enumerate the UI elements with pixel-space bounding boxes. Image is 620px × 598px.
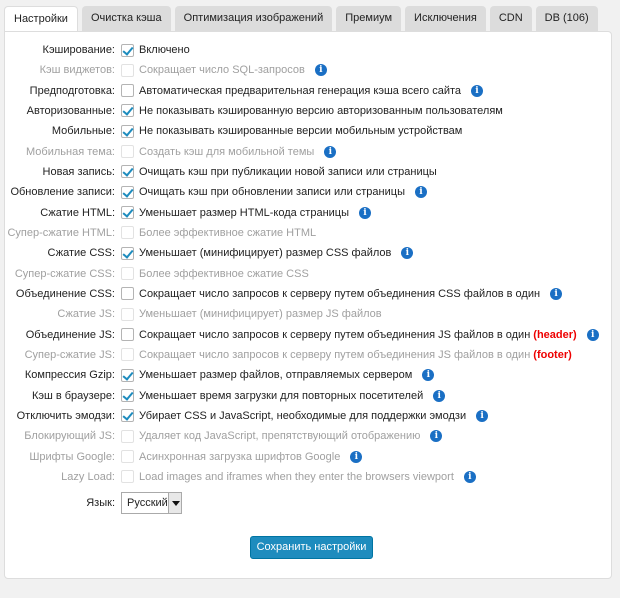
tab-bar <box>4 6 598 32</box>
tab-6[interactable]: DB (106) <box>536 6 598 31</box>
setting-checkbox[interactable] <box>121 430 134 443</box>
setting-description: Сокращает число запросов к серверу путем объединения JS файлов в один <box>139 348 531 361</box>
setting-description: Сокращает число SQL-запросов <box>139 64 305 77</box>
info-icon[interactable]: i <box>587 329 599 341</box>
info-icon[interactable]: i <box>359 207 371 219</box>
setting-note: (header) <box>533 328 577 341</box>
setting-checkbox[interactable] <box>121 165 134 178</box>
setting-label: Мобильная тема: <box>26 145 115 158</box>
setting-row <box>5 346 572 364</box>
info-icon[interactable]: i <box>324 146 336 158</box>
setting-description: Автоматическая предварительная генерация кэша всего сайта <box>139 84 462 97</box>
language-select[interactable] <box>121 492 182 514</box>
info-icon[interactable]: i <box>350 451 362 463</box>
setting-row <box>5 407 488 425</box>
setting-row <box>5 102 503 120</box>
setting-note: (footer) <box>533 348 572 361</box>
setting-description: Уменьшает размер файлов, отправляемых сервером <box>139 369 413 382</box>
setting-checkbox[interactable] <box>121 287 134 300</box>
setting-label: Сжатие HTML: <box>40 206 115 219</box>
language-value: Русский <box>127 497 168 509</box>
setting-description: Очищать кэш при обновлении записи или страницы <box>139 186 405 199</box>
setting-row <box>5 366 434 384</box>
setting-label: Сжатие JS: <box>57 308 115 321</box>
setting-row <box>5 326 599 344</box>
setting-description: Более эффективное сжатие CSS <box>139 267 309 280</box>
setting-row <box>5 163 437 181</box>
setting-checkbox[interactable] <box>121 450 134 463</box>
setting-label: Объединение CSS: <box>15 287 115 300</box>
setting-row <box>5 143 336 161</box>
setting-description: Включено <box>139 44 190 56</box>
info-icon[interactable]: i <box>550 288 562 300</box>
setting-checkbox[interactable] <box>121 369 134 382</box>
info-icon[interactable]: i <box>471 85 483 97</box>
setting-description: Уменьшает (минифицирует) размер JS файлов <box>139 308 382 321</box>
setting-row <box>5 265 309 283</box>
setting-label: Шрифты Google: <box>29 450 115 463</box>
setting-label: Мобильные: <box>51 125 115 138</box>
setting-checkbox[interactable] <box>121 44 134 57</box>
setting-checkbox[interactable] <box>121 226 134 239</box>
setting-checkbox[interactable] <box>121 84 134 97</box>
setting-description: Создать кэш для мобильной темы <box>139 145 315 158</box>
setting-row <box>5 122 462 140</box>
info-icon[interactable]: i <box>476 410 488 422</box>
setting-checkbox[interactable] <box>121 328 134 341</box>
tab-1[interactable]: Очистка кэша <box>82 6 171 31</box>
setting-description: Более эффективное сжатие HTML <box>139 226 317 239</box>
setting-row <box>5 427 442 445</box>
setting-checkbox[interactable] <box>121 64 134 77</box>
setting-label: Супер-сжатие HTML: <box>7 226 115 239</box>
setting-description: Асинхронная загрузка шрифтов Google <box>139 450 341 463</box>
tab-2[interactable]: Оптимизация изображений <box>175 6 333 31</box>
setting-row <box>5 183 427 201</box>
tab-3[interactable]: Премиум <box>336 6 401 31</box>
setting-checkbox[interactable] <box>121 267 134 280</box>
setting-description: Уменьшает время загрузки для повторных посетителей <box>139 389 424 402</box>
setting-label: Обновление записи: <box>10 186 115 199</box>
setting-checkbox[interactable] <box>121 409 134 422</box>
setting-row <box>5 285 562 303</box>
info-icon[interactable]: i <box>315 64 327 76</box>
setting-label: Супер-сжатие CSS: <box>14 267 115 280</box>
setting-description: Не показывать кэшированные версии мобильным устройствам <box>139 125 463 138</box>
setting-checkbox[interactable] <box>121 104 134 117</box>
setting-checkbox[interactable] <box>121 145 134 158</box>
setting-label: Предподготовка: <box>29 84 115 97</box>
setting-checkbox[interactable] <box>121 308 134 321</box>
setting-label: Объединение JS: <box>25 328 115 341</box>
setting-row <box>5 448 362 466</box>
info-icon[interactable]: i <box>422 369 434 381</box>
setting-description: Не показывать кэшированную версию авторизованным пользователям <box>139 104 503 117</box>
setting-checkbox[interactable] <box>121 389 134 402</box>
setting-row <box>5 244 413 262</box>
setting-label: Кэш виджетов: <box>39 64 115 77</box>
setting-row <box>5 305 382 323</box>
setting-label: Супер-сжатие JS: <box>24 348 115 361</box>
setting-description: Очищать кэш при публикации новой записи или страницы <box>139 165 437 178</box>
language-row <box>5 494 182 512</box>
setting-row <box>5 224 316 242</box>
save-settings-button[interactable]: Сохранить настройки <box>250 536 373 559</box>
setting-checkbox[interactable] <box>121 470 134 483</box>
info-icon[interactable]: i <box>430 430 442 442</box>
setting-checkbox[interactable] <box>121 125 134 138</box>
setting-label: Блокирующий JS: <box>24 430 115 443</box>
info-icon[interactable]: i <box>433 390 445 402</box>
language-label: Язык: <box>86 497 115 509</box>
setting-checkbox[interactable] <box>121 348 134 361</box>
setting-description: Уменьшает (минифицирует) размер CSS файлов <box>139 247 392 260</box>
setting-description: Load images and iframes when they enter the browsers viewport <box>139 470 454 483</box>
setting-row <box>5 61 327 79</box>
setting-description: Сокращает число запросов к серверу путем объединения CSS файлов в один <box>139 287 541 300</box>
setting-label: Отключить эмодзи: <box>16 409 115 422</box>
setting-label: Кэширование: <box>42 44 115 56</box>
setting-row <box>5 387 445 405</box>
setting-label: Lazy Load: <box>61 470 115 483</box>
tab-4[interactable]: Исключения <box>405 6 486 31</box>
setting-checkbox[interactable] <box>121 186 134 199</box>
setting-label: Сжатие CSS: <box>47 247 115 260</box>
setting-description: Уменьшает размер HTML-кода страницы <box>139 206 349 219</box>
info-icon[interactable]: i <box>464 471 476 483</box>
setting-description: Убирает CSS и JavaScript, необходимые для поддержки эмодзи <box>139 409 467 422</box>
setting-row <box>5 204 371 222</box>
setting-description: Удаляет код JavaScript, препятствующий отображению <box>139 430 421 443</box>
setting-row <box>5 468 476 486</box>
settings-panel <box>4 31 612 579</box>
setting-label: Компрессия Gzip: <box>24 369 115 382</box>
setting-label: Новая запись: <box>42 165 115 178</box>
setting-label: Авторизованные: <box>26 104 115 117</box>
setting-row <box>5 82 483 100</box>
setting-row <box>5 41 190 59</box>
setting-description: Сокращает число запросов к серверу путем объединения JS файлов в один <box>139 328 531 341</box>
info-icon[interactable]: i <box>415 186 427 198</box>
chevron-down-icon <box>168 493 181 513</box>
tab-0[interactable]: Настройки <box>4 6 78 32</box>
tab-5[interactable]: CDN <box>490 6 532 31</box>
setting-checkbox[interactable] <box>121 247 134 260</box>
setting-label: Кэш в браузере: <box>31 389 115 402</box>
setting-checkbox[interactable] <box>121 206 134 219</box>
info-icon[interactable]: i <box>401 247 413 259</box>
